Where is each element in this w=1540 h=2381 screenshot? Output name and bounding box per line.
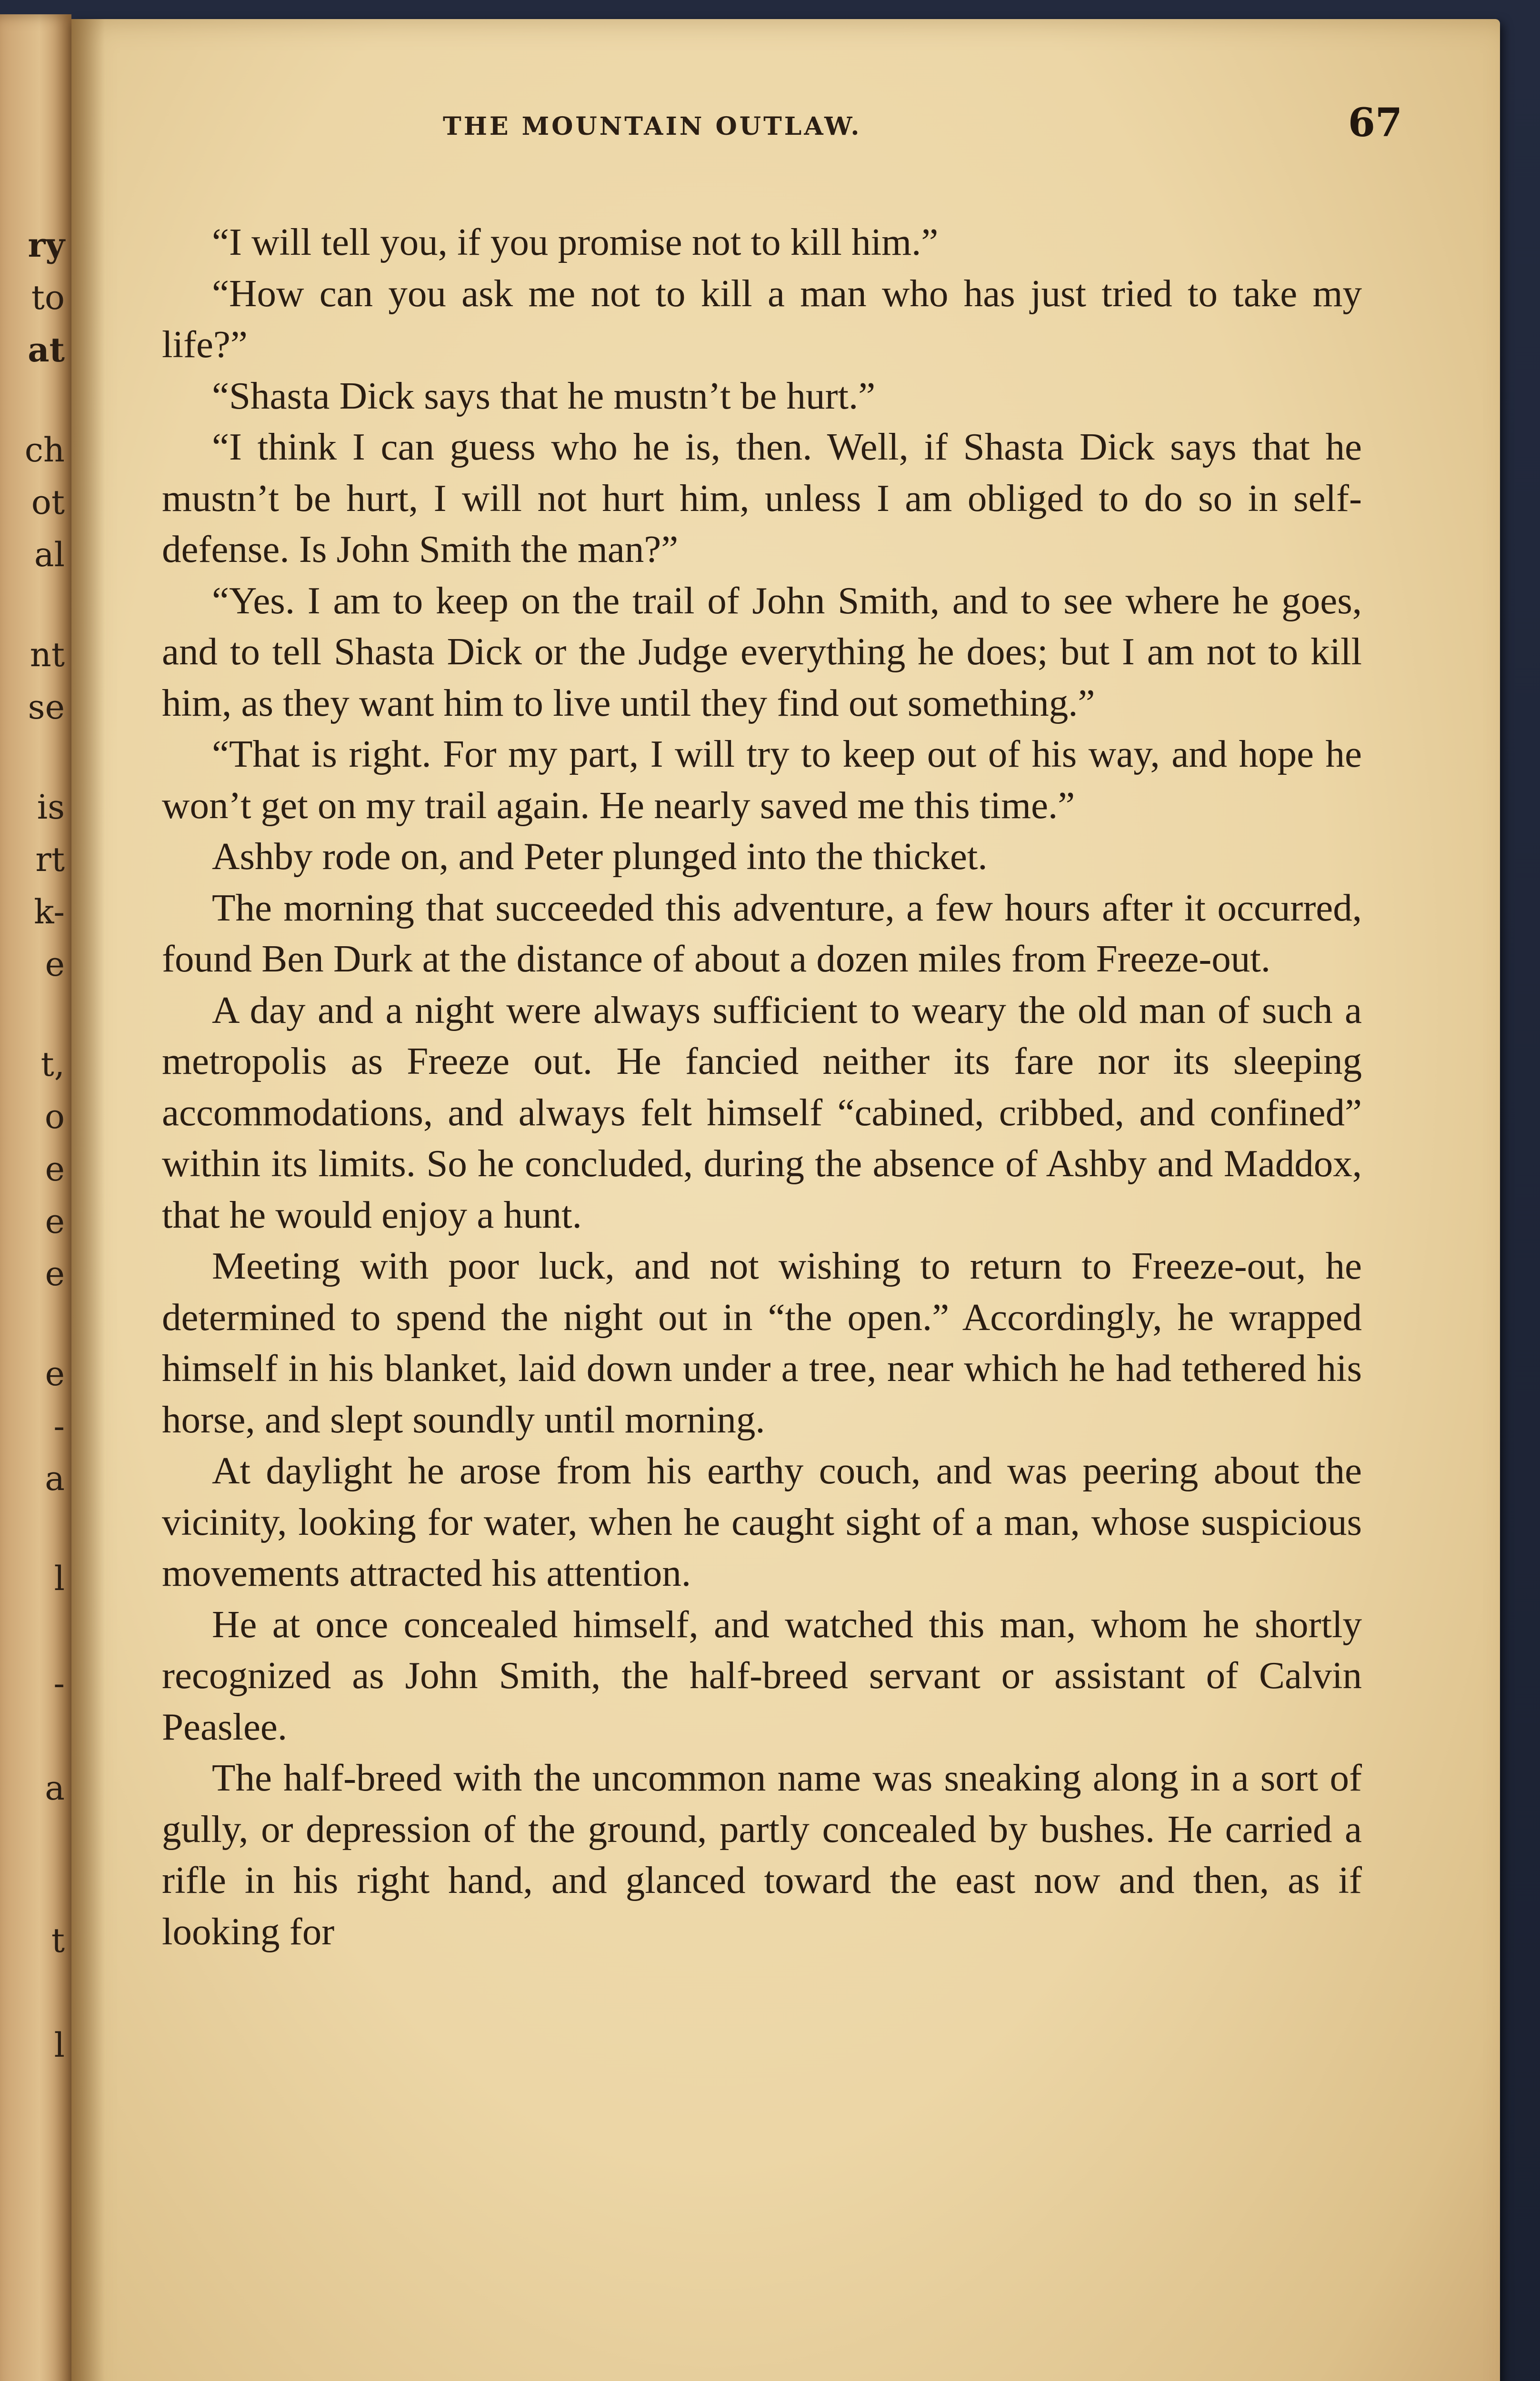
paragraph: At daylight he arose from his earthy couch, and was peering about the vicinity, looking for water, when he caught sight of a man, whose suspicious movements attracted his attention. (162, 1449, 1362, 1594)
previous-page-fragment: ch (24, 430, 65, 470)
previous-page-fragment: to (31, 278, 65, 317)
previous-page-fragment: a (45, 1459, 65, 1498)
previous-page-fragment: at (28, 330, 65, 370)
previous-page-fragment: l (54, 2026, 65, 2065)
previous-page-fragment: nt (30, 635, 65, 674)
paragraph: “I will tell you, if you promise not to kill him.” (212, 220, 939, 263)
previous-page-edge (0, 14, 71, 2381)
paragraph: Meeting with poor luck, and not wishing to return to Freeze-out, he determined to spend the night out in “the open.” Accordingly, he wrapped himself in his blanket, laid down under a tree, near which he had tethered his horse, and slept soundly until morning. (162, 1244, 1362, 1441)
previous-page-fragment: e (45, 1254, 65, 1293)
paragraph: “I think I can guess who he is, then. Well, if Shasta Dick says that he mustn’t be hurt, I will not hurt him, unless I am obliged to do so in self-defense. Is John Smith the man?” (162, 425, 1362, 570)
previous-page-fragment: e (45, 1202, 65, 1241)
previous-page-fragment: o (44, 1097, 65, 1136)
paragraph: Ashby rode on, and Peter plunged into the thicket. (212, 835, 988, 878)
gutter-shadow (71, 19, 105, 2381)
paragraph: He at once concealed himself, and watched this man, whom he shortly recognized as John Smith, the half-breed servant or assistant of Calvin Peaslee. (162, 1602, 1362, 1748)
paragraph: The half-breed with the uncommon name was sneaking along in a sort of gully, or depression of the ground, partly concealed by bushes. He carried a rifle in his right hand, and glanced toward the east now and then, as if looking for (162, 1756, 1362, 1953)
paragraph: “How can you ask me not to kill a man who has just tried to take my life?” (162, 271, 1362, 366)
running-head: THE MOUNTAIN OUTLAW. (443, 112, 862, 141)
previous-page-fragment: e (45, 1150, 65, 1189)
body-text (162, 217, 1362, 1957)
paragraph: “Yes. I am to keep on the trail of John Smith, and to see where he goes, and to tell Shasta Dick or the Judge everything he does; but I am not to kill him, as they want him to live until they find out something.” (162, 579, 1362, 724)
book-page (71, 19, 1500, 2381)
previous-page-fragment: al (34, 535, 65, 574)
previous-page-fragment: rt (35, 840, 65, 879)
previous-page-fragment: is (37, 788, 65, 827)
previous-page-fragment: ry (28, 225, 65, 265)
previous-page-fragment: a (45, 1769, 65, 1808)
previous-page-fragment: e (45, 945, 65, 984)
page-number: 67 (1348, 100, 1402, 146)
previous-page-fragment: se (28, 688, 65, 727)
previous-page-fragment: e (45, 1354, 65, 1393)
previous-page-fragment: t (51, 1921, 65, 1960)
previous-page-fragment: - (53, 1664, 65, 1703)
previous-page-fragment: k- (34, 892, 65, 931)
previous-page-fragment: t, (40, 1045, 65, 1084)
paragraph: The morning that succeeded this adventure, a few hours after it occurred, found Ben Durk at the distance of about a dozen miles from Freeze-out. (162, 886, 1362, 980)
paragraph: “Shasta Dick says that he mustn’t be hurt.” (212, 374, 876, 417)
previous-page-fragment: l (54, 1559, 65, 1598)
paragraph: “That is right. For my part, I will try to keep out of his way, and hope he won’t get on my trail again. He nearly saved me this time.” (162, 732, 1362, 827)
previous-page-fragment: ot (31, 483, 65, 522)
previous-page-fragment: - (53, 1407, 65, 1446)
paragraph: A day and a night were always sufficient to weary the old man of such a metropolis as Freeze out. He fancied neither its fare nor its sleeping accommodations, and always felt himself “cabined, cribbed, and confined” within its limits. So he concluded, during the absence of Ashby and Maddox, that he would enjoy a hunt. (162, 988, 1362, 1236)
